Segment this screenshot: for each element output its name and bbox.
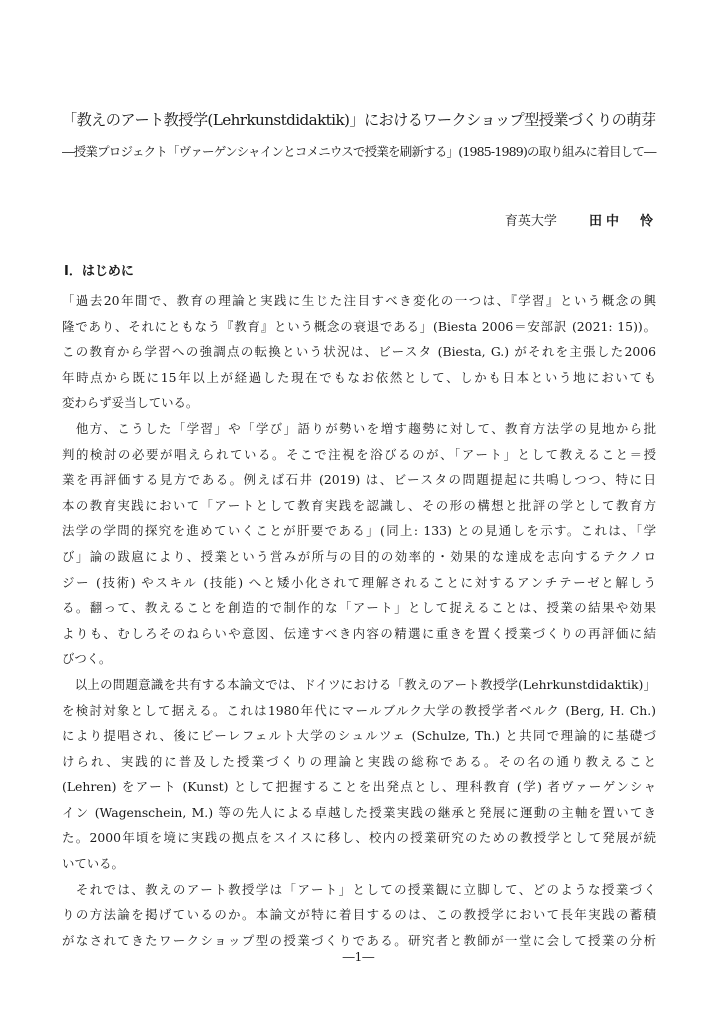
body-line: けられ、実践的に普及した授業づくりの理論と実践の総称である。その名の通り教えること xyxy=(62,753,656,769)
body-line: いている。 xyxy=(62,856,124,872)
paper-title: 「教えのアート教授学(Lehrkunstdidaktik)」におけるワークショップ型授業づくりの萌芽 xyxy=(62,111,656,129)
body-line: それでは、教えのアート教授学は「アート」としての授業観に立脚して、どのような授業づく xyxy=(62,881,656,897)
body-line: 本の教育実践において「アートとして教育実践を認識し、その形の構想と批評の学として教育方 xyxy=(62,497,656,513)
body-line: た。2000年頃を境に実践の拠点をスイスに移し、校内の授業研究のための教授学として発展が続 xyxy=(62,830,656,846)
body-line: 以上の問題意識を共有する本論文では、ドイツにおける「教えのアート教授学(Lehrkunstdidaktik)」 xyxy=(62,676,656,692)
body-line: この教育から学習への強調点の転換という状況は、ビースタ (Biesta, G.) がそれを主張した2006 xyxy=(62,344,656,360)
body-line: 変わらず妥当している。 xyxy=(62,395,199,411)
body-line: びつく。 xyxy=(62,651,112,667)
body-line: び」論の跋扈により、授業という営みが所与の目的の効率的・効果的な達成を志向するテクノロ xyxy=(62,548,656,564)
body-line: 判的検討の必要が唱えられている。そこで注視を浴びるのが、「アート」として教えること＝授 xyxy=(62,446,656,462)
author-name: 田中 怜 xyxy=(588,214,657,229)
body-line: 隆であり、それにともなう『教育』という概念の衰退である」(Biesta 2006＝安部訳 (2021: 15))。 xyxy=(62,318,656,334)
author-block xyxy=(505,212,657,232)
body-line: を検討対象として据える。これは1980年代にマールブルク大学の教授学者ベルク (Berg, H. Ch.) xyxy=(62,702,656,718)
body-line: 法学の学問的探究を進めていくことが肝要である」(同上: 133) との見通しを示す。これは、「学 xyxy=(62,523,656,539)
body-line: ジー (技術) やスキル (技能) へと矮小化されて理解されることに対するアンチテーゼと解しう xyxy=(62,574,656,590)
body-line: により提唱され、後にビーレフェルト大学のシュルツェ (Schulze, Th.) と共同で理論的に基礎づ xyxy=(62,728,656,744)
body-line: 業を再評価する見方である。例えば石井 (2019) は、ビースタの問題提起に共鳴しつつ、特に日 xyxy=(62,472,656,488)
section-heading: Ⅰ．はじめに xyxy=(64,264,134,279)
body-line: りの方法論を掲げているのか。本論文が特に着目するのは、この教授学において長年実践の蓄積 xyxy=(62,907,656,923)
page-number: ―1― xyxy=(342,950,375,964)
body-line: 年時点から既に15年以上が経過した現在でもなお依然として、しかも日本という地においても xyxy=(62,369,656,385)
body-line: る。翻って、教えることを創造的で制作的な「アート」として捉えることは、授業の結果や効果 xyxy=(62,600,656,616)
body-line: (Lehren) をアート (Kunst) として把握することを出発点とし、理科教育 (学) 者ヴァーゲンシャ xyxy=(62,779,656,795)
body-line: がなされてきたワークショップ型の授業づくりである。研究者と教師が一堂に会して授業の分析 xyxy=(62,932,656,948)
body-line: よりも、むしろそのねらいや意図、伝達すべき内容の精選に重きを置く授業づくりの再評価に結 xyxy=(62,625,656,641)
paper-subtitle: ―授業プロジェクト「ヴァーゲンシャインとコメニウスで授業を刷新する」(1985-1989)の取り組みに着目して― xyxy=(62,144,656,159)
body-line: 「過去20年間で、教育の理論と実践に生じた注目すべき変化の一つは、『学習』という概念の興 xyxy=(62,293,656,308)
body-line: 他方、こうした「学習」や「学び」語りが勢いを増す趨勢に対して、教育方法学の見地から批 xyxy=(62,420,656,436)
body-line: イン (Wagenschein, M.) 等の先人による卓越した授業実践の継承と発展に運動の主軸を置いてき xyxy=(62,804,656,820)
author-affiliation: 育英大学 xyxy=(504,214,557,229)
body-text xyxy=(62,288,656,953)
